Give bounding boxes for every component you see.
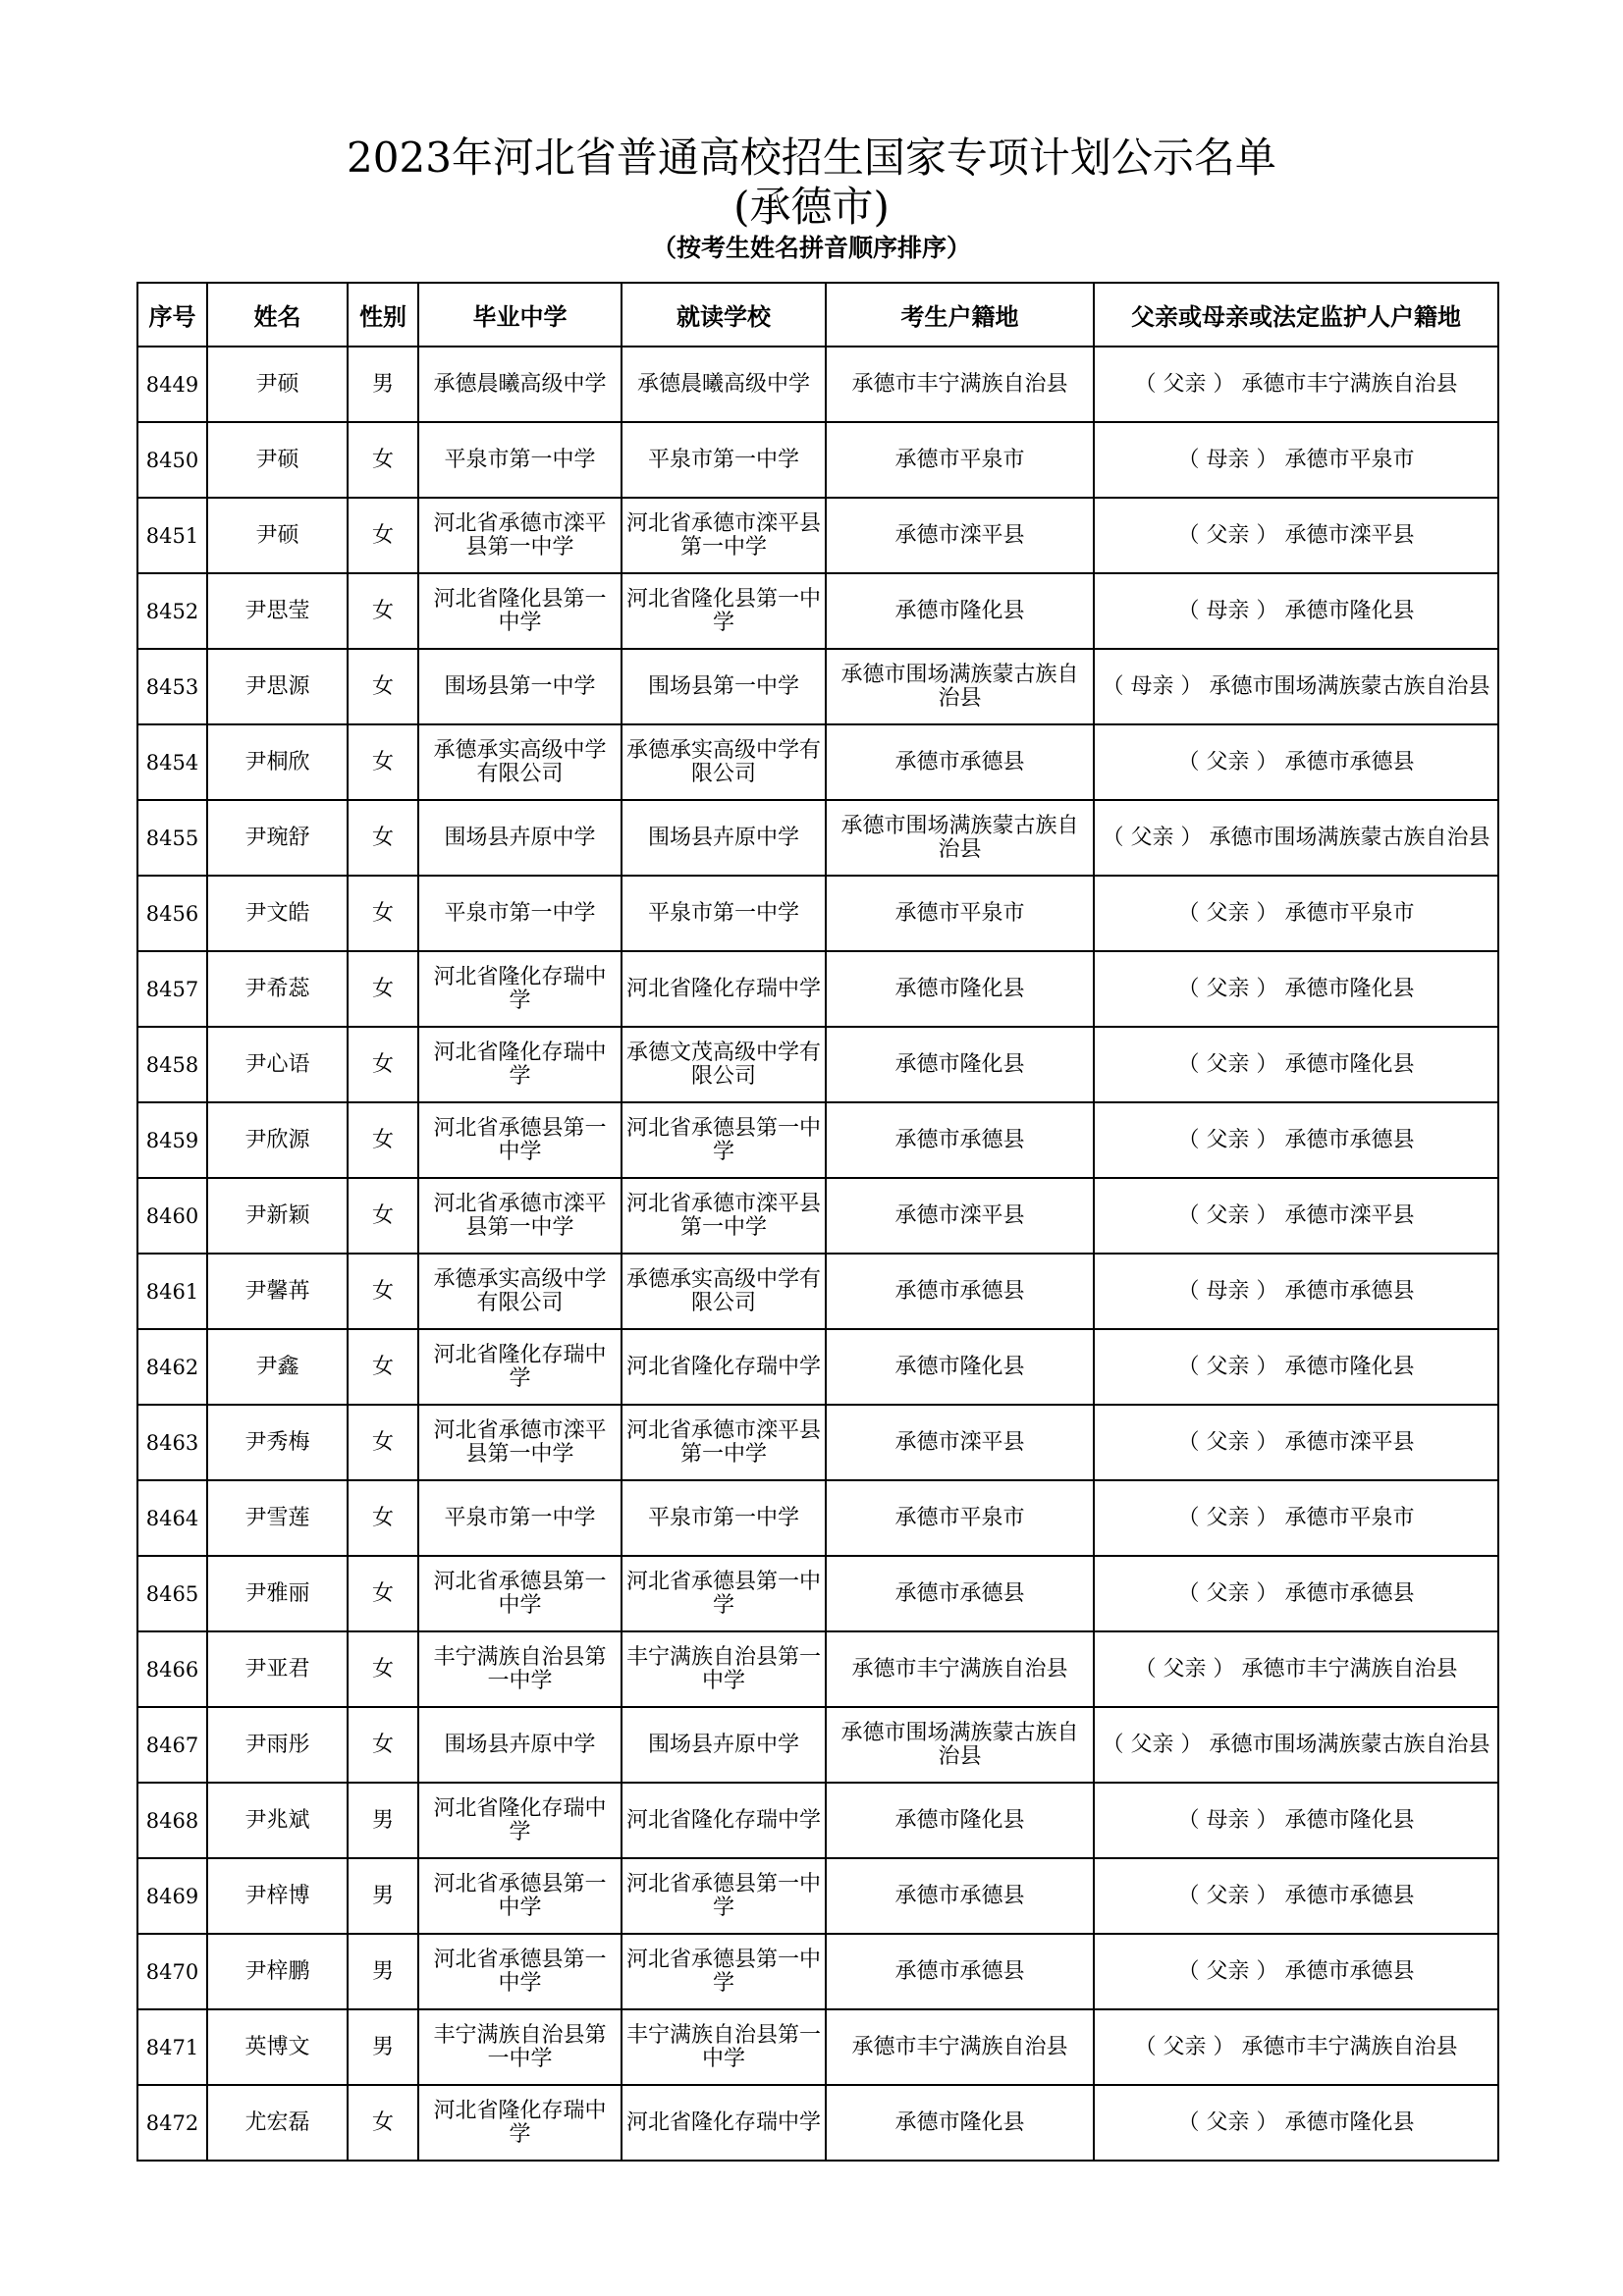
cell-name: 尹思莹 — [207, 573, 348, 649]
cell-current-school: 丰宁满族自治县第一中学 — [622, 2009, 826, 2085]
cell-seq: 8454 — [137, 724, 207, 800]
cell-parent-hukou: （ 父亲 ） 承德市围场满族蒙古族自治县 — [1094, 800, 1498, 876]
cell-seq: 8453 — [137, 649, 207, 724]
cell-name: 尹雨彤 — [207, 1707, 348, 1783]
cell-seq: 8472 — [137, 2085, 207, 2161]
cell-seq: 8457 — [137, 951, 207, 1027]
cell-name: 尹雪莲 — [207, 1480, 348, 1556]
cell-seq: 8469 — [137, 1858, 207, 1934]
cell-grad-school: 河北省承德市滦平县第一中学 — [418, 498, 622, 573]
header-hukou: 考生户籍地 — [826, 283, 1094, 347]
cell-parent-hukou: （ 父亲 ） 承德市隆化县 — [1094, 951, 1498, 1027]
cell-grad-school: 承德承实高级中学有限公司 — [418, 1254, 622, 1329]
cell-name: 尹欣源 — [207, 1102, 348, 1178]
cell-grad-school: 围场县卉原中学 — [418, 800, 622, 876]
cell-gender: 女 — [348, 800, 418, 876]
table-row — [137, 1027, 1498, 1102]
cell-parent-hukou: （ 父亲 ） 承德市隆化县 — [1094, 1329, 1498, 1405]
cell-current-school: 河北省承德县第一中学 — [622, 1858, 826, 1934]
cell-seq: 8458 — [137, 1027, 207, 1102]
header-name: 姓名 — [207, 283, 348, 347]
cell-seq: 8466 — [137, 1631, 207, 1707]
cell-name: 英博文 — [207, 2009, 348, 2085]
cell-parent-hukou: （ 父亲 ） 承德市丰宁满族自治县 — [1094, 1631, 1498, 1707]
cell-current-school: 围场县卉原中学 — [622, 800, 826, 876]
cell-hukou: 承德市平泉市 — [826, 422, 1094, 498]
cell-grad-school: 河北省隆化存瑞中学 — [418, 1783, 622, 1858]
cell-hukou: 承德市承德县 — [826, 1254, 1094, 1329]
cell-name: 尹梓博 — [207, 1858, 348, 1934]
cell-name: 尹硕 — [207, 498, 348, 573]
cell-gender: 女 — [348, 2085, 418, 2161]
cell-name: 尹雅丽 — [207, 1556, 348, 1631]
cell-hukou: 承德市围场满族蒙古族自治县 — [826, 1707, 1094, 1783]
cell-seq: 8456 — [137, 876, 207, 951]
cell-seq: 8460 — [137, 1178, 207, 1254]
cell-name: 尹鑫 — [207, 1329, 348, 1405]
cell-name: 尹思源 — [207, 649, 348, 724]
table-row — [137, 800, 1498, 876]
cell-parent-hukou: （ 父亲 ） 承德市承德县 — [1094, 724, 1498, 800]
cell-gender: 女 — [348, 876, 418, 951]
header-seq: 序号 — [137, 283, 207, 347]
cell-parent-hukou: （ 父亲 ） 承德市承德县 — [1094, 1556, 1498, 1631]
cell-parent-hukou: （ 母亲 ） 承德市围场满族蒙古族自治县 — [1094, 649, 1498, 724]
cell-parent-hukou: （ 母亲 ） 承德市承德县 — [1094, 1254, 1498, 1329]
table-row — [137, 1329, 1498, 1405]
cell-current-school: 河北省承德市滦平县第一中学 — [622, 498, 826, 573]
table-row — [137, 347, 1498, 422]
table-row — [137, 951, 1498, 1027]
table-row — [137, 1178, 1498, 1254]
cell-current-school: 承德承实高级中学有限公司 — [622, 724, 826, 800]
cell-gender: 女 — [348, 649, 418, 724]
cell-name: 尤宏磊 — [207, 2085, 348, 2161]
cell-current-school: 围场县第一中学 — [622, 649, 826, 724]
cell-hukou: 承德市平泉市 — [826, 876, 1094, 951]
cell-hukou: 承德市围场满族蒙古族自治县 — [826, 649, 1094, 724]
table-row — [137, 649, 1498, 724]
table-row — [137, 724, 1498, 800]
cell-name: 尹心语 — [207, 1027, 348, 1102]
table-row — [137, 498, 1498, 573]
page-subtitle: (承德市) — [733, 183, 890, 231]
cell-current-school: 河北省隆化县第一中学 — [622, 573, 826, 649]
cell-gender: 男 — [348, 1783, 418, 1858]
cell-current-school: 河北省承德市滦平县第一中学 — [622, 1405, 826, 1480]
header-parent-hukou: 父亲或母亲或法定监护人户籍地 — [1094, 283, 1498, 347]
cell-seq: 8464 — [137, 1480, 207, 1556]
cell-name: 尹希蕊 — [207, 951, 348, 1027]
cell-grad-school: 河北省隆化存瑞中学 — [418, 951, 622, 1027]
cell-hukou: 承德市隆化县 — [826, 1329, 1094, 1405]
cell-name: 尹亚君 — [207, 1631, 348, 1707]
cell-current-school: 丰宁满族自治县第一中学 — [622, 1631, 826, 1707]
cell-seq: 8452 — [137, 573, 207, 649]
cell-parent-hukou: （ 母亲 ） 承德市隆化县 — [1094, 1783, 1498, 1858]
cell-current-school: 河北省承德县第一中学 — [622, 1934, 826, 2009]
cell-gender: 女 — [348, 1329, 418, 1405]
cell-current-school: 河北省隆化存瑞中学 — [622, 2085, 826, 2161]
cell-parent-hukou: （ 父亲 ） 承德市隆化县 — [1094, 1027, 1498, 1102]
cell-parent-hukou: （ 父亲 ） 承德市平泉市 — [1094, 1480, 1498, 1556]
cell-grad-school: 平泉市第一中学 — [418, 876, 622, 951]
header-current-school: 就读学校 — [622, 283, 826, 347]
cell-name: 尹桐欣 — [207, 724, 348, 800]
table-row — [137, 2009, 1498, 2085]
cell-hukou: 承德市隆化县 — [826, 1783, 1094, 1858]
cell-gender: 女 — [348, 573, 418, 649]
cell-parent-hukou: （ 父亲 ） 承德市滦平县 — [1094, 1178, 1498, 1254]
cell-hukou: 承德市隆化县 — [826, 951, 1094, 1027]
cell-gender: 女 — [348, 498, 418, 573]
cell-grad-school: 平泉市第一中学 — [418, 422, 622, 498]
cell-current-school: 平泉市第一中学 — [622, 876, 826, 951]
cell-hukou: 承德市滦平县 — [826, 1178, 1094, 1254]
table-row — [137, 1102, 1498, 1178]
cell-current-school: 河北省隆化存瑞中学 — [622, 1329, 826, 1405]
cell-name: 尹兆斌 — [207, 1783, 348, 1858]
cell-name: 尹秀梅 — [207, 1405, 348, 1480]
cell-seq: 8463 — [137, 1405, 207, 1480]
cell-gender: 女 — [348, 1254, 418, 1329]
cell-seq: 8455 — [137, 800, 207, 876]
cell-parent-hukou: （ 父亲 ） 承德市滦平县 — [1094, 498, 1498, 573]
table-row — [137, 876, 1498, 951]
cell-gender: 女 — [348, 1556, 418, 1631]
cell-gender: 女 — [348, 1405, 418, 1480]
table-row — [137, 1631, 1498, 1707]
sort-note: （按考生姓名拼音顺序排序） — [651, 234, 971, 262]
cell-gender: 女 — [348, 1707, 418, 1783]
cell-hukou: 承德市承德县 — [826, 1858, 1094, 1934]
cell-grad-school: 河北省隆化存瑞中学 — [418, 1027, 622, 1102]
cell-name: 尹硕 — [207, 422, 348, 498]
header-gender: 性别 — [348, 283, 418, 347]
cell-parent-hukou: （ 父亲 ） 承德市平泉市 — [1094, 876, 1498, 951]
cell-name: 尹新颖 — [207, 1178, 348, 1254]
cell-grad-school: 河北省承德县第一中学 — [418, 1102, 622, 1178]
table-row — [137, 1934, 1498, 2009]
cell-seq: 8451 — [137, 498, 207, 573]
cell-hukou: 承德市隆化县 — [826, 2085, 1094, 2161]
table-row — [137, 1254, 1498, 1329]
cell-grad-school: 围场县第一中学 — [418, 649, 622, 724]
cell-gender: 女 — [348, 1631, 418, 1707]
cell-seq: 8462 — [137, 1329, 207, 1405]
table-body — [137, 347, 1498, 2161]
cell-grad-school: 河北省隆化存瑞中学 — [418, 2085, 622, 2161]
cell-parent-hukou: （ 父亲 ） 承德市丰宁满族自治县 — [1094, 347, 1498, 422]
cell-name: 尹琬舒 — [207, 800, 348, 876]
cell-hukou: 承德市围场满族蒙古族自治县 — [826, 800, 1094, 876]
cell-grad-school: 丰宁满族自治县第一中学 — [418, 1631, 622, 1707]
table-row — [137, 422, 1498, 498]
cell-grad-school: 河北省承德县第一中学 — [418, 1556, 622, 1631]
cell-hukou: 承德市平泉市 — [826, 1480, 1094, 1556]
table-row — [137, 2085, 1498, 2161]
cell-seq: 8465 — [137, 1556, 207, 1631]
cell-current-school: 平泉市第一中学 — [622, 422, 826, 498]
cell-hukou: 承德市滦平县 — [826, 498, 1094, 573]
cell-grad-school: 河北省承德县第一中学 — [418, 1934, 622, 2009]
cell-grad-school: 河北省承德县第一中学 — [418, 1858, 622, 1934]
cell-hukou: 承德市丰宁满族自治县 — [826, 1631, 1094, 1707]
cell-hukou: 承德市丰宁满族自治县 — [826, 347, 1094, 422]
cell-hukou: 承德市承德县 — [826, 1934, 1094, 2009]
cell-gender: 女 — [348, 1027, 418, 1102]
cell-current-school: 河北省承德县第一中学 — [622, 1102, 826, 1178]
cell-seq: 8470 — [137, 1934, 207, 2009]
cell-parent-hukou: （ 父亲 ） 承德市丰宁满族自治县 — [1094, 2009, 1498, 2085]
cell-current-school: 承德承实高级中学有限公司 — [622, 1254, 826, 1329]
page-title: 2023年河北省普通高校招生国家专项计划公示名单 — [347, 133, 1276, 182]
table-row — [137, 573, 1498, 649]
cell-current-school: 河北省承德市滦平县第一中学 — [622, 1178, 826, 1254]
cell-seq: 8459 — [137, 1102, 207, 1178]
cell-grad-school: 河北省隆化存瑞中学 — [418, 1329, 622, 1405]
cell-name: 尹硕 — [207, 347, 348, 422]
cell-grad-school: 河北省承德市滦平县第一中学 — [418, 1178, 622, 1254]
cell-parent-hukou: （ 父亲 ） 承德市滦平县 — [1094, 1405, 1498, 1480]
table-row — [137, 1783, 1498, 1858]
cell-current-school: 河北省隆化存瑞中学 — [622, 951, 826, 1027]
cell-parent-hukou: （ 父亲 ） 承德市隆化县 — [1094, 2085, 1498, 2161]
cell-name: 尹梓鹏 — [207, 1934, 348, 2009]
cell-current-school: 河北省承德县第一中学 — [622, 1556, 826, 1631]
cell-gender: 女 — [348, 724, 418, 800]
cell-grad-school: 河北省隆化县第一中学 — [418, 573, 622, 649]
cell-seq: 8467 — [137, 1707, 207, 1783]
cell-parent-hukou: （ 父亲 ） 承德市承德县 — [1094, 1858, 1498, 1934]
table-header-row — [137, 283, 1498, 347]
cell-gender: 男 — [348, 2009, 418, 2085]
cell-parent-hukou: （ 父亲 ） 承德市围场满族蒙古族自治县 — [1094, 1707, 1498, 1783]
cell-name: 尹文皓 — [207, 876, 348, 951]
cell-seq: 8450 — [137, 422, 207, 498]
table-row — [137, 1707, 1498, 1783]
cell-hukou: 承德市丰宁满族自治县 — [826, 2009, 1094, 2085]
cell-grad-school: 平泉市第一中学 — [418, 1480, 622, 1556]
table-row — [137, 1480, 1498, 1556]
cell-current-school: 河北省隆化存瑞中学 — [622, 1783, 826, 1858]
cell-current-school: 围场县卉原中学 — [622, 1707, 826, 1783]
cell-grad-school: 丰宁满族自治县第一中学 — [418, 2009, 622, 2085]
cell-parent-hukou: （ 父亲 ） 承德市承德县 — [1094, 1102, 1498, 1178]
cell-hukou: 承德市滦平县 — [826, 1405, 1094, 1480]
cell-gender: 女 — [348, 951, 418, 1027]
cell-current-school: 承德晨曦高级中学 — [622, 347, 826, 422]
cell-parent-hukou: （ 父亲 ） 承德市承德县 — [1094, 1934, 1498, 2009]
cell-current-school: 承德文茂高级中学有限公司 — [622, 1027, 826, 1102]
roster-table — [136, 282, 1499, 2162]
cell-hukou: 承德市隆化县 — [826, 573, 1094, 649]
cell-gender: 女 — [348, 1178, 418, 1254]
cell-seq: 8461 — [137, 1254, 207, 1329]
cell-parent-hukou: （ 母亲 ） 承德市隆化县 — [1094, 573, 1498, 649]
cell-name: 尹馨苒 — [207, 1254, 348, 1329]
cell-gender: 男 — [348, 1858, 418, 1934]
table-row — [137, 1556, 1498, 1631]
cell-grad-school: 围场县卉原中学 — [418, 1707, 622, 1783]
cell-gender: 女 — [348, 1102, 418, 1178]
table-row — [137, 1858, 1498, 1934]
cell-grad-school: 河北省承德市滦平县第一中学 — [418, 1405, 622, 1480]
cell-seq: 8468 — [137, 1783, 207, 1858]
cell-gender: 男 — [348, 347, 418, 422]
cell-parent-hukou: （ 母亲 ） 承德市平泉市 — [1094, 422, 1498, 498]
cell-current-school: 平泉市第一中学 — [622, 1480, 826, 1556]
cell-gender: 女 — [348, 422, 418, 498]
cell-hukou: 承德市隆化县 — [826, 1027, 1094, 1102]
cell-grad-school: 承德承实高级中学有限公司 — [418, 724, 622, 800]
cell-seq: 8471 — [137, 2009, 207, 2085]
cell-gender: 女 — [348, 1480, 418, 1556]
header-grad-school: 毕业中学 — [418, 283, 622, 347]
cell-hukou: 承德市承德县 — [826, 724, 1094, 800]
cell-seq: 8449 — [137, 347, 207, 422]
cell-hukou: 承德市承德县 — [826, 1102, 1094, 1178]
table-row — [137, 1405, 1498, 1480]
cell-gender: 男 — [348, 1934, 418, 2009]
cell-hukou: 承德市承德县 — [826, 1556, 1094, 1631]
cell-grad-school: 承德晨曦高级中学 — [418, 347, 622, 422]
